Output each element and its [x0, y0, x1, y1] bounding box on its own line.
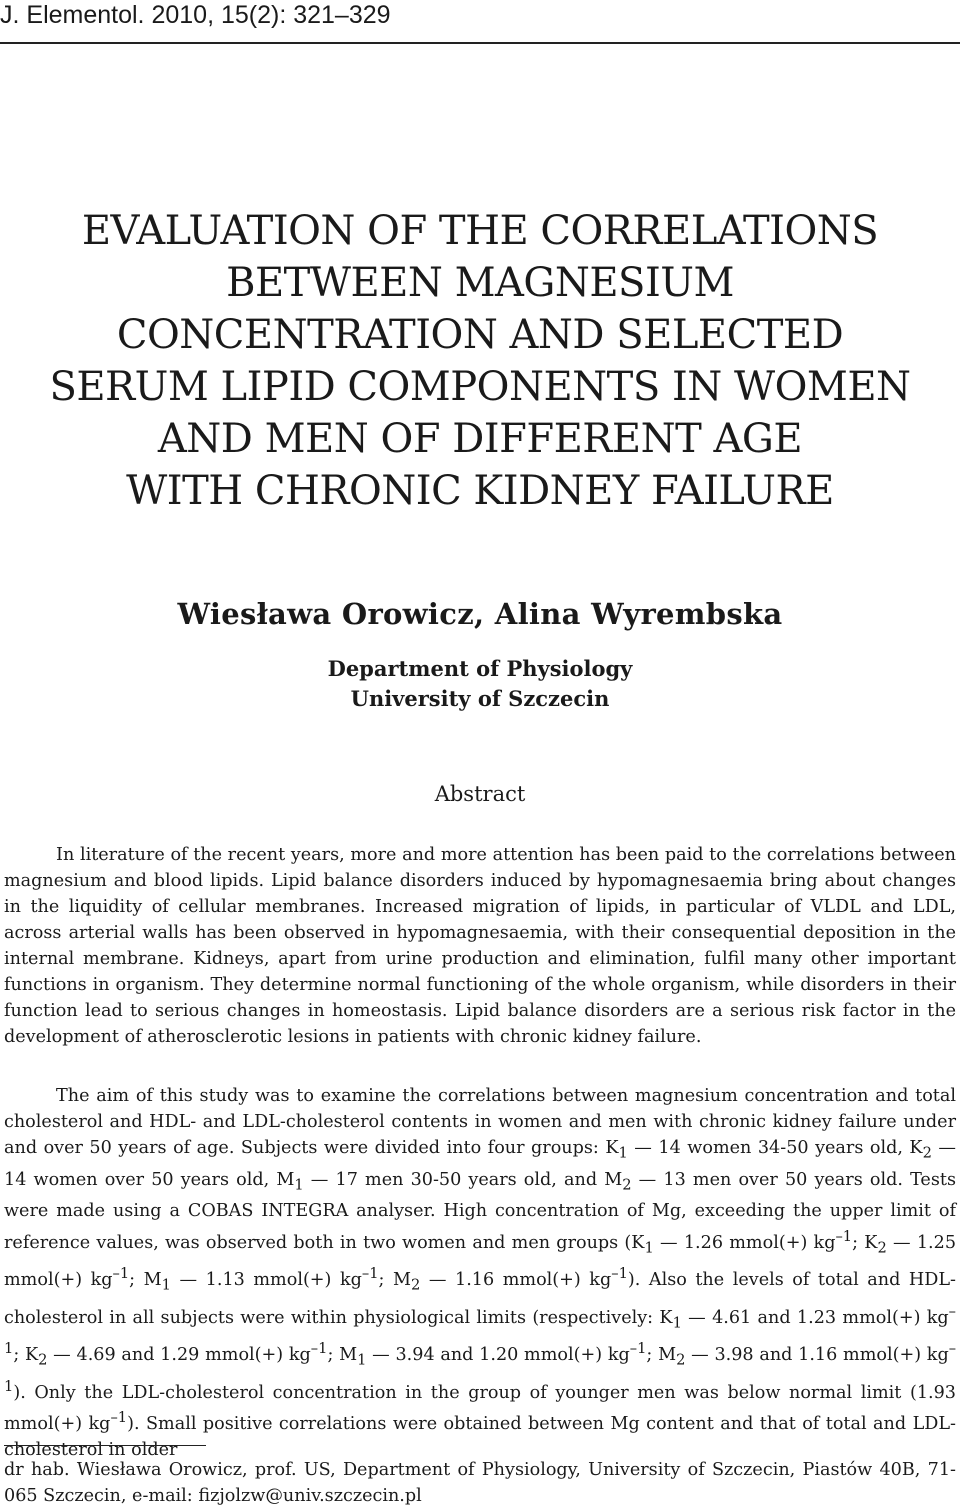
symbol: K [24, 1345, 39, 1366]
dash: — [631, 1169, 664, 1190]
superscript: –1 [112, 1265, 130, 1283]
symbol: M [143, 1270, 162, 1291]
dash: — [47, 1345, 77, 1366]
article-title [0, 205, 960, 517]
symbol: K [605, 1138, 619, 1158]
text-run: 3.94 and 1.20 mmol(+) kg [395, 1345, 630, 1366]
text-run: ). Also the levels of total and HDL-cholesterol in all subjects were within physiological limits (respectively: [4, 1270, 957, 1328]
subscript: 1 [618, 1144, 628, 1162]
symbol: K [631, 1232, 645, 1253]
text-run: 3.98 and 1.16 mmol(+) kg [714, 1345, 949, 1366]
superscript: –1 [4, 1302, 956, 1358]
separator: ; [327, 1345, 340, 1366]
superscript: –1 [4, 1340, 957, 1395]
superscript: –1 [361, 1265, 379, 1283]
text-run: The aim of this study was to examine the correlations between magnesium concentration and total cholesterol and HDL- and LDL-cholesterol contents in women and men with chronic kidney failure under and over 50 years of age. Subjects were divided into four groups: [4, 1086, 956, 1158]
separator: ; [129, 1270, 144, 1291]
text-run: 13 men over 50 years old. [663, 1169, 911, 1190]
symbol: K [864, 1232, 878, 1253]
abstract-heading: Abstract [434, 782, 526, 806]
text-run: 1.25 mmol(+) kg [4, 1232, 957, 1291]
dash: — [931, 1138, 956, 1158]
separator: ; [646, 1345, 659, 1366]
subscript: 1 [644, 1239, 654, 1257]
text-run: 1.16 mmol(+) kg [455, 1270, 612, 1291]
text-run: 14 women over 50 years old, [4, 1169, 277, 1190]
text-run: 1.26 mmol(+) kg [683, 1232, 836, 1253]
department-name: Department of Physiology [327, 656, 633, 681]
dash: — [653, 1232, 684, 1253]
separator: ; [852, 1232, 865, 1253]
title-line: EVALUATION OF THE CORRELATIONS [81, 208, 879, 254]
subscript: 2 [411, 1276, 421, 1294]
dash: — [685, 1345, 715, 1366]
symbol: M [393, 1270, 412, 1291]
subscript: 1 [357, 1351, 367, 1369]
symbol: K [909, 1138, 923, 1158]
text-run: 1.13 mmol(+) kg [205, 1270, 362, 1291]
text-run: ). Small positive correlations were obtained between Mg content and that of total and LDL-cholesterol in older [4, 1414, 957, 1461]
dash: — [366, 1345, 396, 1366]
text-run: 4.61 and 1.23 mmol(+) kg [712, 1307, 949, 1328]
superscript: –1 [110, 1409, 128, 1427]
dash: — [303, 1169, 336, 1190]
dash: — [627, 1138, 659, 1158]
superscript: –1 [611, 1265, 628, 1283]
text-run: Tests were made using a COBAS INTEGRA analyser. High concentration of Mg, exceeding the upper limit of reference values, was observed both in two women and men groups ( [4, 1169, 956, 1253]
title-line: WITH CHRONIC KIDNEY FAILURE [126, 468, 834, 514]
dash: — [170, 1270, 206, 1291]
title-line: CONCENTRATION AND SELECTED [116, 312, 844, 358]
header-divider [0, 42, 960, 44]
footnote-divider [4, 1445, 206, 1446]
dash: — [681, 1307, 713, 1328]
title-line: AND MEN OF DIFFERENT AGE [157, 416, 803, 462]
text-run: 17 men 30-50 years old, and [335, 1169, 605, 1190]
text-run: ). Only the LDL-cholesterol concentration in the group of younger men was below normal limit (1.93 mmol(+) kg [4, 1382, 956, 1435]
symbol: M [658, 1345, 677, 1366]
dash: — [420, 1270, 456, 1291]
separator: ; [13, 1345, 25, 1366]
affiliation [0, 654, 960, 714]
subscript: 2 [38, 1351, 48, 1369]
symbol: K [659, 1307, 673, 1328]
subscript: 2 [922, 1144, 932, 1162]
separator: ; [378, 1270, 393, 1291]
superscript: –1 [629, 1340, 647, 1358]
symbol: M [339, 1345, 358, 1366]
abstract-paragraph-1: In literature of the recent years, more and more attention has been paid to the correlations between magnesium and blood lipids. Lipid balance disorders induced by hypomagnesaemia bring about changes in the liquidity of cellular membranes. Increased migration of lipids, in particular of VLDL and LDL, across arterial walls has been observed in hypomagnesaemia, with their consequential deposition in the internal membrane. Kidneys, apart from urine production and elimination, fulfil many other important functions in organism. They determine normal functioning of the whole organism, while disorders in their function lead to serious changes in homeostasis. Lipid balance disorders are a serious risk factor in the development of atherosclerotic lesions in patients with chronic kidney failure. [4, 845, 956, 1047]
author-names: Wiesława Orowicz, Alina Wyrembska [177, 597, 783, 631]
university-name: University of Szczecin [350, 686, 610, 711]
subscript: 2 [676, 1351, 686, 1369]
subscript: 2 [622, 1176, 632, 1194]
symbol: M [276, 1169, 295, 1190]
superscript: –1 [310, 1340, 328, 1358]
author-footnote: dr hab. Wiesława Orowicz, prof. US, Department of Physiology, University of Szczecin, Piastów 40B, 71-065 Szczecin, e-mail: fizjolzw@univ.szczecin.pl [4, 1460, 956, 1506]
subscript: 2 [877, 1239, 887, 1257]
subscript: 1 [294, 1176, 304, 1194]
journal-citation: J. Elementol. 2010, 15(2): 321–329 [0, 1, 391, 29]
subscript: 1 [161, 1276, 171, 1294]
superscript: –1 [835, 1228, 853, 1246]
symbol: M [604, 1169, 623, 1190]
abstract-paragraph-2 [4, 1083, 956, 1463]
subscript: 1 [672, 1314, 682, 1332]
dash: — [886, 1232, 917, 1253]
title-line: SERUM LIPID COMPONENTS IN WOMEN [49, 364, 911, 410]
text-run: 14 women 34-50 years old, [658, 1138, 910, 1158]
text-run: 4.69 and 1.29 mmol(+) kg [76, 1345, 311, 1366]
title-line: BETWEEN MAGNESIUM [226, 260, 734, 306]
